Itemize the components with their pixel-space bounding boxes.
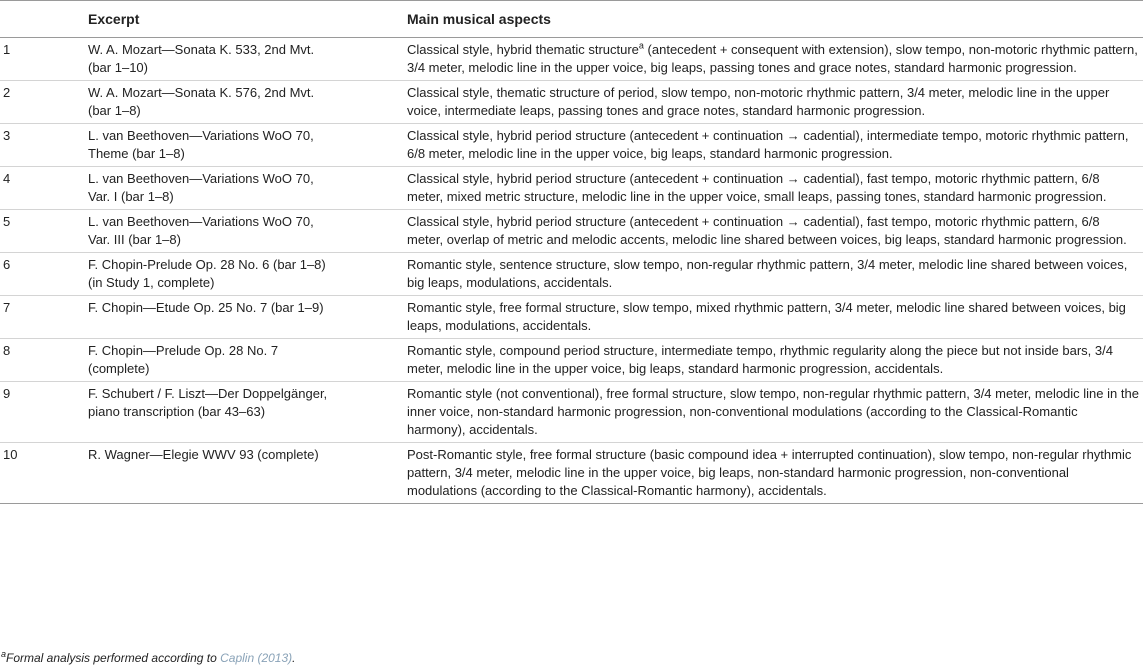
table-row xyxy=(0,382,1143,443)
row-number: 1 xyxy=(0,38,88,81)
table-row xyxy=(0,339,1143,382)
excerpt-cell xyxy=(88,167,407,210)
citation-link[interactable]: Caplin (2013) xyxy=(220,651,293,665)
row-number: 4 xyxy=(0,167,88,210)
excerpt-line: (bar 1–10) xyxy=(88,60,148,75)
footnote-text: Formal analysis performed according to xyxy=(6,651,221,665)
excerpt-line: piano transcription (bar 43–63) xyxy=(88,404,266,419)
footnote-marker: a xyxy=(638,40,644,51)
table-footnote xyxy=(1,650,296,666)
header-excerpt: Excerpt xyxy=(88,1,407,38)
excerpt-line: Var. I (bar 1–8) xyxy=(88,189,174,204)
aspects-cell: Romantic style, sentence structure, slow tempo, non-regular rhythmic pattern, 3/4 meter, melodic line shared between voices, big leaps, modulations, accidentals. xyxy=(407,253,1143,296)
excerpt-cell xyxy=(88,339,407,382)
table-header-row xyxy=(0,1,1143,38)
excerpt-cell xyxy=(88,124,407,167)
row-number: 9 xyxy=(0,382,88,443)
table-row xyxy=(0,38,1143,81)
excerpt-cell xyxy=(88,382,407,443)
aspects-cell: Classical style, thematic structure of period, slow tempo, non-motoric rhythmic pattern, 3/4 meter, melodic line in the upper voice, intermediate leaps, passing tones and grace notes, standard harmonic progression. xyxy=(407,81,1143,124)
table-row xyxy=(0,210,1143,253)
excerpt-line: F. Chopin—Prelude Op. 28 No. 7 xyxy=(88,343,279,358)
row-number: 3 xyxy=(0,124,88,167)
table-row xyxy=(0,81,1143,124)
excerpt-line: F. Chopin-Prelude Op. 28 No. 6 (bar 1–8) xyxy=(88,257,326,272)
excerpt-line: Theme (bar 1–8) xyxy=(88,146,185,161)
aspects-cell: Classical style, hybrid period structure (antecedent + continuation → cadential), intermediate tempo, motoric rhythmic pattern, 6/8 meter, melodic line in the upper voice, big leaps, standard harmonic progression. xyxy=(407,124,1143,167)
aspects-cell: Romantic style, compound period structure, intermediate tempo, rhythmic regularity along the piece but not inside bars, 3/4 meter, melodic line in the upper voice, big leaps, standard harmonic progression, accidentals. xyxy=(407,339,1143,382)
excerpt-line: L. van Beethoven—Variations WoO 70, xyxy=(88,171,314,186)
excerpt-line: F. Chopin—Etude Op. 25 No. 7 (bar 1–9) xyxy=(88,300,324,315)
table-row xyxy=(0,443,1143,504)
table-row xyxy=(0,296,1143,339)
excerpt-line: (complete) xyxy=(88,361,150,376)
footnote-marker: a xyxy=(1,649,7,659)
aspects-text: Classical style, hybrid thematic structure xyxy=(407,42,639,57)
excerpt-line: W. A. Mozart—Sonata K. 533, 2nd Mvt. xyxy=(88,42,315,57)
excerpt-line: W. A. Mozart—Sonata K. 576, 2nd Mvt. xyxy=(88,85,315,100)
row-number: 10 xyxy=(0,443,88,504)
row-number: 7 xyxy=(0,296,88,339)
aspects-text: (antecedent + consequent with extension), slow tempo, non-motoric rhythmic pattern, 3/4 meter, melodic line in the upper voice, big leaps, passing tones and grace notes, standard harmonic progression. xyxy=(407,42,1138,75)
excerpt-line: L. van Beethoven—Variations WoO 70, xyxy=(88,128,314,143)
row-number: 6 xyxy=(0,253,88,296)
row-number: 2 xyxy=(0,81,88,124)
row-number: 8 xyxy=(0,339,88,382)
table-row xyxy=(0,167,1143,210)
aspects-cell xyxy=(407,38,1143,81)
excerpt-cell xyxy=(88,38,407,81)
excerpt-cell xyxy=(88,253,407,296)
excerpt-cell xyxy=(88,81,407,124)
excerpt-cell xyxy=(88,296,407,339)
excerpt-cell xyxy=(88,443,407,504)
header-main-aspects: Main musical aspects xyxy=(407,1,1143,38)
excerpt-line: (in Study 1, complete) xyxy=(88,275,215,290)
aspects-cell: Romantic style, free formal structure, slow tempo, mixed rhythmic pattern, 3/4 meter, melodic line shared between voices, big leaps, modulations, accidentals. xyxy=(407,296,1143,339)
excerpt-line: Var. III (bar 1–8) xyxy=(88,232,181,247)
excerpt-line: (bar 1–8) xyxy=(88,103,141,118)
excerpt-line: F. Schubert / F. Liszt—Der Doppelgänger, xyxy=(88,386,328,401)
aspects-cell: Romantic style (not conventional), free formal structure, slow tempo, non-regular rhythmic pattern, 3/4 meter, melodic line in the inner voice, non-standard harmonic progression, non-conventional modulations (according to the Classical-Romantic harmony), accidentals. xyxy=(407,382,1143,443)
table-row xyxy=(0,253,1143,296)
aspects-cell: Classical style, hybrid period structure (antecedent + continuation → cadential), fast tempo, motoric rhythmic pattern, 6/8 meter, overlap of metric and melodic accents, melodic line shared between voices, big leaps, standard harmonic progression. xyxy=(407,210,1143,253)
header-number xyxy=(0,1,88,38)
aspects-cell: Classical style, hybrid period structure (antecedent + continuation → cadential), fast tempo, motoric rhythmic pattern, 6/8 meter, mixed metric structure, melodic line in the upper voice, small leaps, passing tones, standard harmonic progression. xyxy=(407,167,1143,210)
excerpt-line: R. Wagner—Elegie WWV 93 (complete) xyxy=(88,447,319,462)
aspects-cell: Post-Romantic style, free formal structure (basic compound idea + interrupted continuation), slow tempo, non-regular rhythmic pattern, 3/4 meter, melodic line in the upper voice, big leaps, non-standard harmonic progression, non-conventional modulations (according to the Classical-Romantic harmony), accidentals. xyxy=(407,443,1143,504)
footnote-text: . xyxy=(292,651,296,665)
excerpt-line: L. van Beethoven—Variations WoO 70, xyxy=(88,214,314,229)
excerpt-cell xyxy=(88,210,407,253)
row-number: 5 xyxy=(0,210,88,253)
table-row xyxy=(0,124,1143,167)
